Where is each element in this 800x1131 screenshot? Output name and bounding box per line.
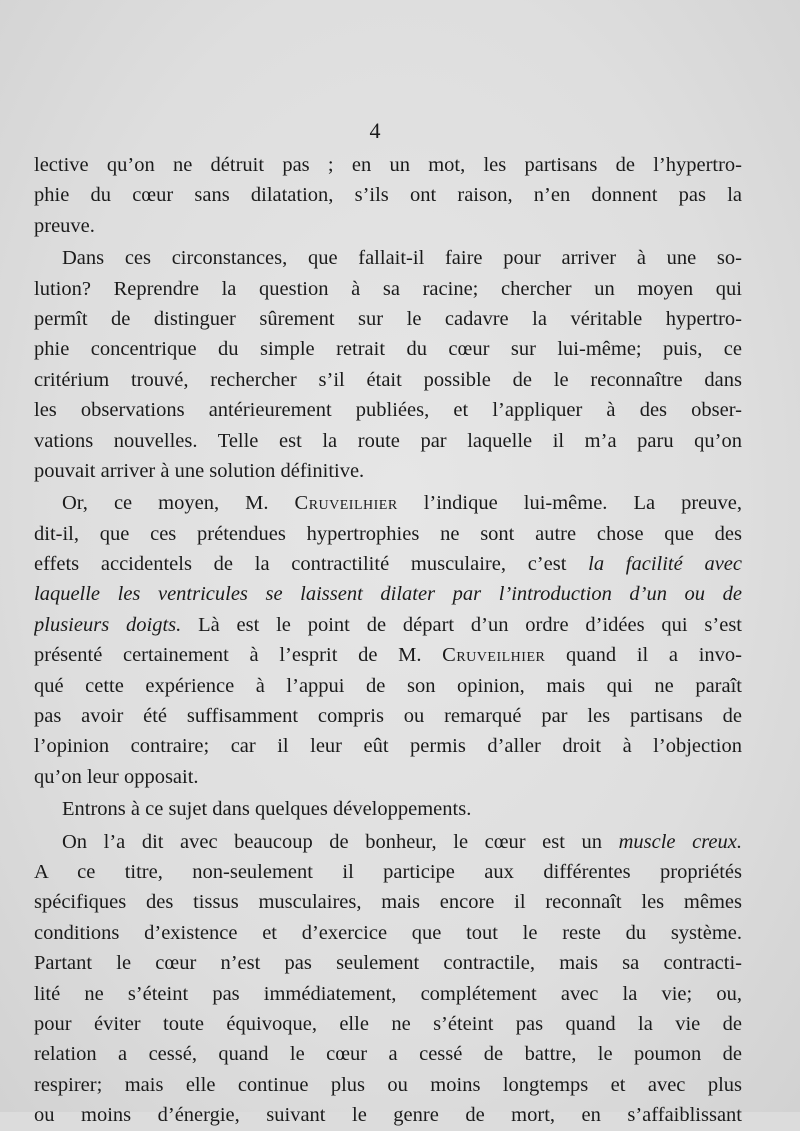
body-text	[34, 150, 742, 1131]
text-line: lective qu’on ne détruit pas ; en un mot, les partisans de l’hypertro-	[34, 154, 742, 176]
text-segment: présenté certainement à l’esprit de M.	[34, 644, 443, 667]
text-segment: Or, ce moyen, M.	[62, 492, 295, 515]
italic-quote: laquelle les ventricules se laissent dilater par l’introduction d’un ou de	[34, 583, 742, 606]
text-line: dit-il, que ces prétendues hypertrophies ne sont autre chose que des	[34, 522, 742, 545]
text-line: les observations antérieurement publiées, et l’appliquer à des obser-	[34, 399, 742, 422]
page-number: 4	[369, 118, 381, 143]
text-line: l’opinion contraire; car il leur eût permis d’aller droit à l’objection	[34, 735, 742, 758]
text-line: A ce titre, non-seulement il participe aux différentes propriétés	[34, 860, 742, 883]
text-line: vations nouvelles. Telle est la route par laquelle il m’a paru qu’on	[34, 429, 742, 452]
text-line: phie du cœur sans dilatation, s’ils ont raison, n’en donnent pas la	[34, 184, 742, 207]
text-line: spécifiques des tissus musculaires, mais encore il reconnaît les mêmes	[34, 891, 742, 914]
text-line: critérium trouvé, rechercher s’il était possible de le reconnaître dans	[34, 368, 742, 391]
text-line: pouvait arriver à une solution définitive.	[34, 459, 365, 482]
text-line	[34, 827, 742, 857]
text-line: relation a cessé, quand le cœur a cessé de battre, le poumon de	[34, 1043, 742, 1066]
italic-term: muscle creux.	[618, 830, 742, 853]
text-line: conditions d’existence et d’exercice que tout le reste du système.	[34, 921, 742, 944]
text-line	[34, 579, 742, 609]
author-name: Cruveilhier	[442, 644, 546, 667]
text-line: Partant le cœur n’est pas seulement contractile, mais sa contracti-	[34, 952, 742, 975]
text-line	[34, 610, 742, 640]
text-line	[34, 640, 742, 670]
paragraph-4	[34, 794, 742, 824]
paragraph-3	[34, 488, 742, 792]
paragraph-1	[34, 150, 742, 241]
italic-quote: plusieurs doigts.	[34, 613, 182, 636]
paragraph-2	[34, 243, 742, 486]
text-line: lution? Reprendre la question à sa racine; chercher un moyen qui	[34, 277, 742, 300]
text-segment: effets accidentels de la contractilité musculaire, c’est	[34, 553, 589, 576]
text-line: lité ne s’éteint pas immédiatement, complétement avec la vie; ou,	[34, 982, 742, 1005]
text-line: pour éviter toute équivoque, elle ne s’éteint pas quand la vie de	[34, 1012, 742, 1035]
text-line: Dans ces circonstances, que fallait-il faire pour arriver à une so-	[62, 247, 742, 270]
text-line: permît de distinguer sûrement sur le cadavre la véritable hypertro-	[34, 307, 742, 330]
text-line: qué cette expérience à l’appui de son opinion, mais qui ne paraît	[34, 674, 742, 697]
text-line: qu’on leur opposait.	[34, 765, 199, 788]
text-line: respirer; mais elle continue plus ou moins longtemps et avec plus	[34, 1073, 742, 1096]
text-line: ou moins d’énergie, suivant le genre de mort, en s’affaiblissant	[34, 1104, 742, 1127]
text-line: phie concentrique du simple retrait du cœur sur lui-même; puis, ce	[34, 338, 742, 361]
text-segment: l’indique lui-même. La preuve,	[397, 492, 742, 515]
text-segment: On l’a dit avec beaucoup de bonheur, le cœur est un	[62, 830, 619, 853]
text-line: Entrons à ce sujet dans quelques développements.	[62, 798, 472, 821]
author-name: Cruveilhier	[294, 492, 398, 515]
text-line: preuve.	[34, 214, 95, 237]
italic-quote: la facilité avec	[588, 553, 742, 576]
text-line	[34, 549, 742, 579]
text-line: pas avoir été suffisamment compris ou remarqué par les partisans de	[34, 705, 742, 728]
text-line	[34, 488, 742, 518]
paragraph-5	[34, 827, 742, 1131]
text-segment: quand il a invo-	[545, 644, 742, 667]
text-segment: Là est le point de départ d’un ordre d’idées qui s’est	[181, 613, 742, 636]
